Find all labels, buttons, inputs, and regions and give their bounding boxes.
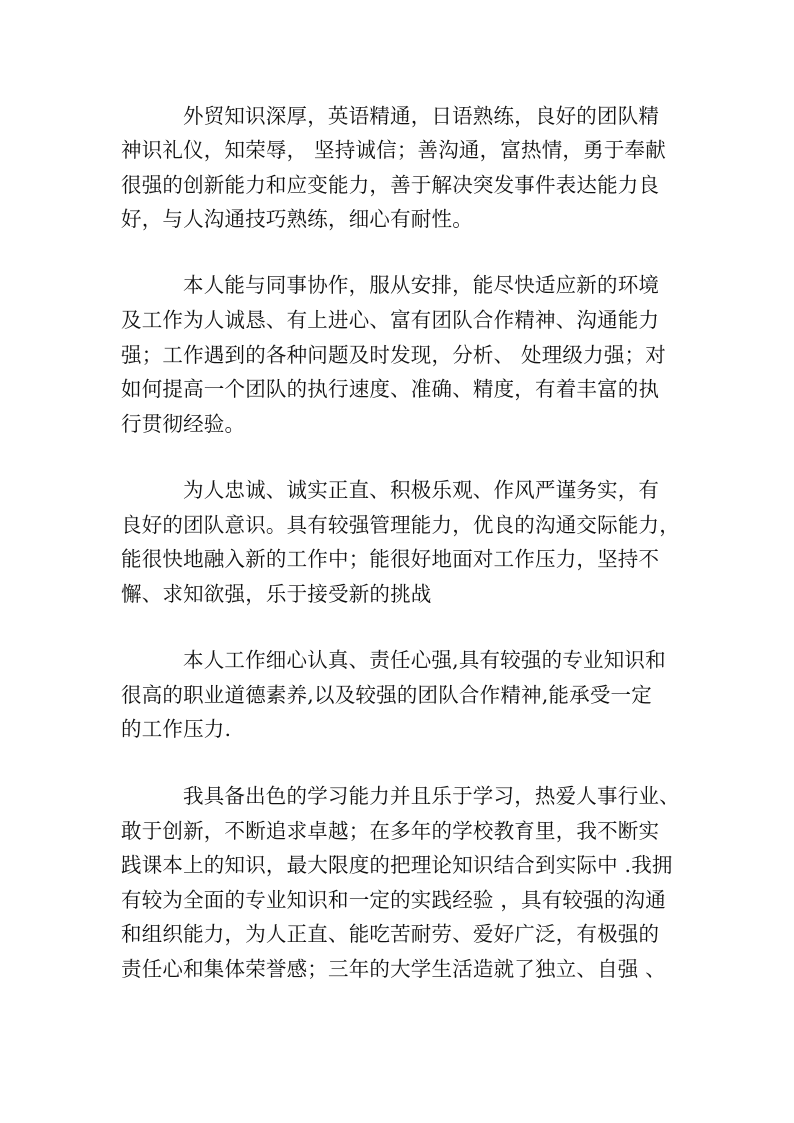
- paragraph-2-line-3: 强；工作遇到的各种问题及时发现，分析、 处理级力强；对: [121, 343, 666, 367]
- paragraph-5-line-3: 践课本上的知识，最大限度的把理论知识结合到实际中 .我拥: [121, 853, 673, 877]
- paragraph-5-line-5: 和组织能力，为人正直、能吃苦耐劳、爱好广泛，有极强的: [121, 922, 660, 946]
- paragraph-1-line-3: 很强的创新能力和应变能力，善于解决突发事件表达能力良: [121, 173, 660, 197]
- paragraph-3-line-4: 懈、求知欲强，乐于接受新的挑战: [121, 582, 432, 606]
- paragraph-5-line-6: 责任心和集体荣誉感；三年的大学生活造就了独立、自强 、: [121, 957, 666, 981]
- paragraph-2-line-5: 行贯彻经验。: [121, 412, 246, 436]
- paragraph-1-line-4: 好，与人沟通技巧熟练，细心有耐性。: [121, 207, 473, 231]
- paragraph-5-line-4: 有较为全面的专业知识和一定的实践经验 ，具有较强的沟通: [121, 888, 666, 912]
- paragraph-3-line-1: 为人忠诚、诚实正直、积极乐观、作风严谨务实，有: [183, 478, 660, 502]
- paragraph-5-line-2: 敢于创新，不断追求卓越；在多年的学校教育里，我不断实: [121, 819, 660, 843]
- paragraph-2-line-4: 如何提高一个团队的执行速度、准确、精度，有着丰富的执: [121, 377, 660, 401]
- paragraph-3-line-3: 能很快地融入新的工作中；能很好地面对工作压力，坚持不: [121, 547, 660, 571]
- paragraph-2-line-2: 及工作为人诚恳、有上进心、富有团队合作精神、沟通能力: [121, 308, 660, 332]
- paragraph-1-line-2: 神识礼仪，知荣辱， 坚持诚信；善沟通，富热情，勇于奉献: [121, 138, 666, 162]
- paragraph-3-line-2: 良好的团队意识。具有较强管理能力，优良的沟通交际能力，: [121, 513, 680, 537]
- paragraph-4-line-1: 本人工作细心认真、责任心强,具有较强的专业知识和: [183, 648, 666, 672]
- paragraph-4-line-2: 很高的职业道德素养,以及较强的团队合作精神,能承受一定: [121, 683, 652, 707]
- paragraph-1-line-1: 外贸知识深厚，英语精通，日语熟练，良好的团队精: [183, 104, 660, 128]
- paragraph-2-line-1: 本人能与同事协作，服从安排，能尽快适应新的环境: [183, 273, 660, 297]
- paragraph-4-line-3: 的工作压力.: [121, 717, 232, 741]
- paragraph-5-line-1: 我具备出色的学习能力并且乐于学习，热爱人事行业、: [183, 784, 680, 808]
